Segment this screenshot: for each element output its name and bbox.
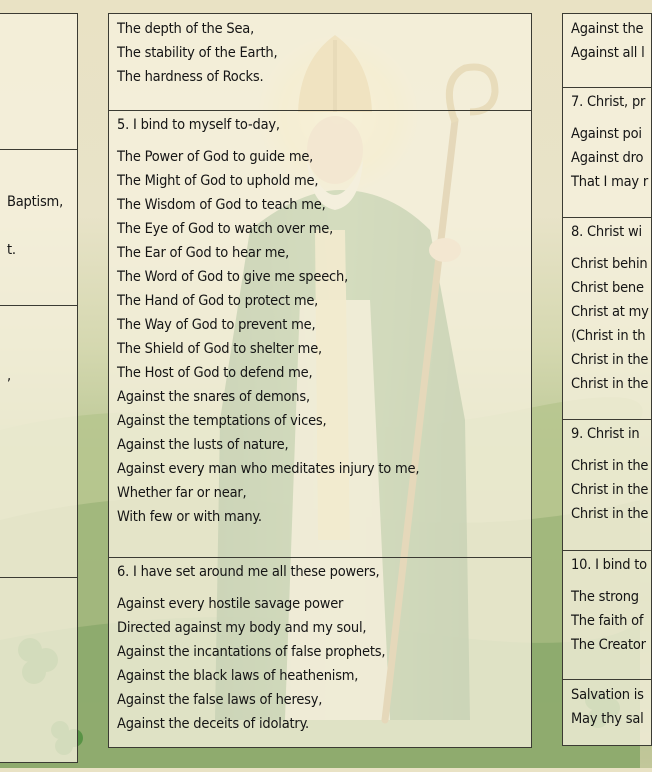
text-line: Against all l	[571, 45, 645, 61]
text-line: That I may r	[571, 174, 648, 190]
text-line: The Word of God to give me speech,	[117, 269, 349, 285]
text-line: Christ in the	[571, 352, 649, 368]
text-line: Against the false laws of heresy,	[117, 692, 323, 708]
stanza-11	[563, 679, 651, 747]
text-line: The Power of God to guide me,	[117, 149, 314, 165]
left-section-1	[0, 14, 77, 149]
text-line: Against the temptations of vices,	[117, 413, 327, 429]
text-line: The Hand of God to protect me,	[117, 293, 319, 309]
text-line: Christ in the	[571, 506, 649, 522]
text-line: Against the incantations of false prophets,	[117, 644, 386, 660]
stanza-5	[109, 110, 531, 557]
text-line: (Christ in th	[571, 328, 646, 344]
text-line: Christ in the	[571, 482, 649, 498]
text-line: The Shield of God to shelter me,	[117, 341, 322, 357]
left-text-panel	[0, 13, 78, 763]
text-line: Christ in the	[571, 376, 649, 392]
stanza-heading: 6. I have set around me all these powers,	[117, 564, 380, 580]
text-line: Against every hostile savage power	[117, 596, 344, 612]
text-line: Whether far or near,	[117, 485, 247, 501]
stanza-heading: 10. I bind to	[571, 557, 647, 573]
stanza-6	[109, 557, 531, 749]
text-line: May thy sal	[571, 711, 644, 727]
stanza-4-tail	[109, 14, 531, 110]
left-section-2	[0, 149, 77, 305]
text-line: The Wisdom of God to teach me,	[117, 197, 326, 213]
stanza-10	[563, 550, 651, 679]
text-line: The Way of God to prevent me,	[117, 317, 316, 333]
text-line: The depth of the Sea,	[117, 21, 255, 37]
stanza-heading: 8. Christ wi	[571, 224, 642, 240]
text-line: Against the snares of demons,	[117, 389, 310, 405]
text-line: The Might of God to uphold me,	[117, 173, 319, 189]
stanza-8	[563, 217, 651, 419]
text-line: Christ at my	[571, 304, 649, 320]
text-line: t.	[7, 242, 16, 258]
stanza-heading: 7. Christ, pr	[571, 94, 646, 110]
right-text-panel	[562, 13, 652, 746]
text-line: With few or with many.	[117, 509, 262, 525]
text-line: Salvation is	[571, 687, 644, 703]
stanza-7	[563, 87, 651, 217]
stanza-9	[563, 419, 651, 550]
text-line: The strong	[571, 589, 639, 605]
text-line: The Ear of God to hear me,	[117, 245, 290, 261]
text-line: Against the lusts of nature,	[117, 437, 289, 453]
text-line: Baptism,	[7, 194, 64, 210]
text-line: The Host of God to defend me,	[117, 365, 313, 381]
text-line: The Eye of God to watch over me,	[117, 221, 334, 237]
center-text-panel	[108, 13, 532, 748]
text-line	[7, 214, 77, 238]
text-line: Against poi	[571, 126, 642, 142]
text-line: The stability of the Earth,	[117, 45, 278, 61]
text-line: Against the deceits of idolatry.	[117, 716, 309, 732]
text-line: Against every man who meditates injury to me,	[117, 461, 420, 477]
text-line: Against the	[571, 21, 644, 37]
text-line: Directed against my body and my soul,	[117, 620, 367, 636]
text-line: The faith of	[571, 613, 644, 629]
text-line: The Creator	[571, 637, 646, 653]
stanza-heading: 5. I bind to myself to-day,	[117, 117, 280, 133]
text-line: The hardness of Rocks.	[117, 69, 264, 85]
stanza-heading: 9. Christ in	[571, 426, 640, 442]
text-line: Christ bene	[571, 280, 644, 296]
text-line: Against the black laws of heathenism,	[117, 668, 359, 684]
left-section-3	[0, 305, 77, 577]
text-line: Christ in the	[571, 458, 649, 474]
text-line: ,	[7, 368, 11, 384]
stanza-6-tail	[563, 14, 651, 87]
text-line: Christ behin	[571, 256, 648, 272]
text-line: Against dro	[571, 150, 644, 166]
left-section-4	[0, 577, 77, 764]
